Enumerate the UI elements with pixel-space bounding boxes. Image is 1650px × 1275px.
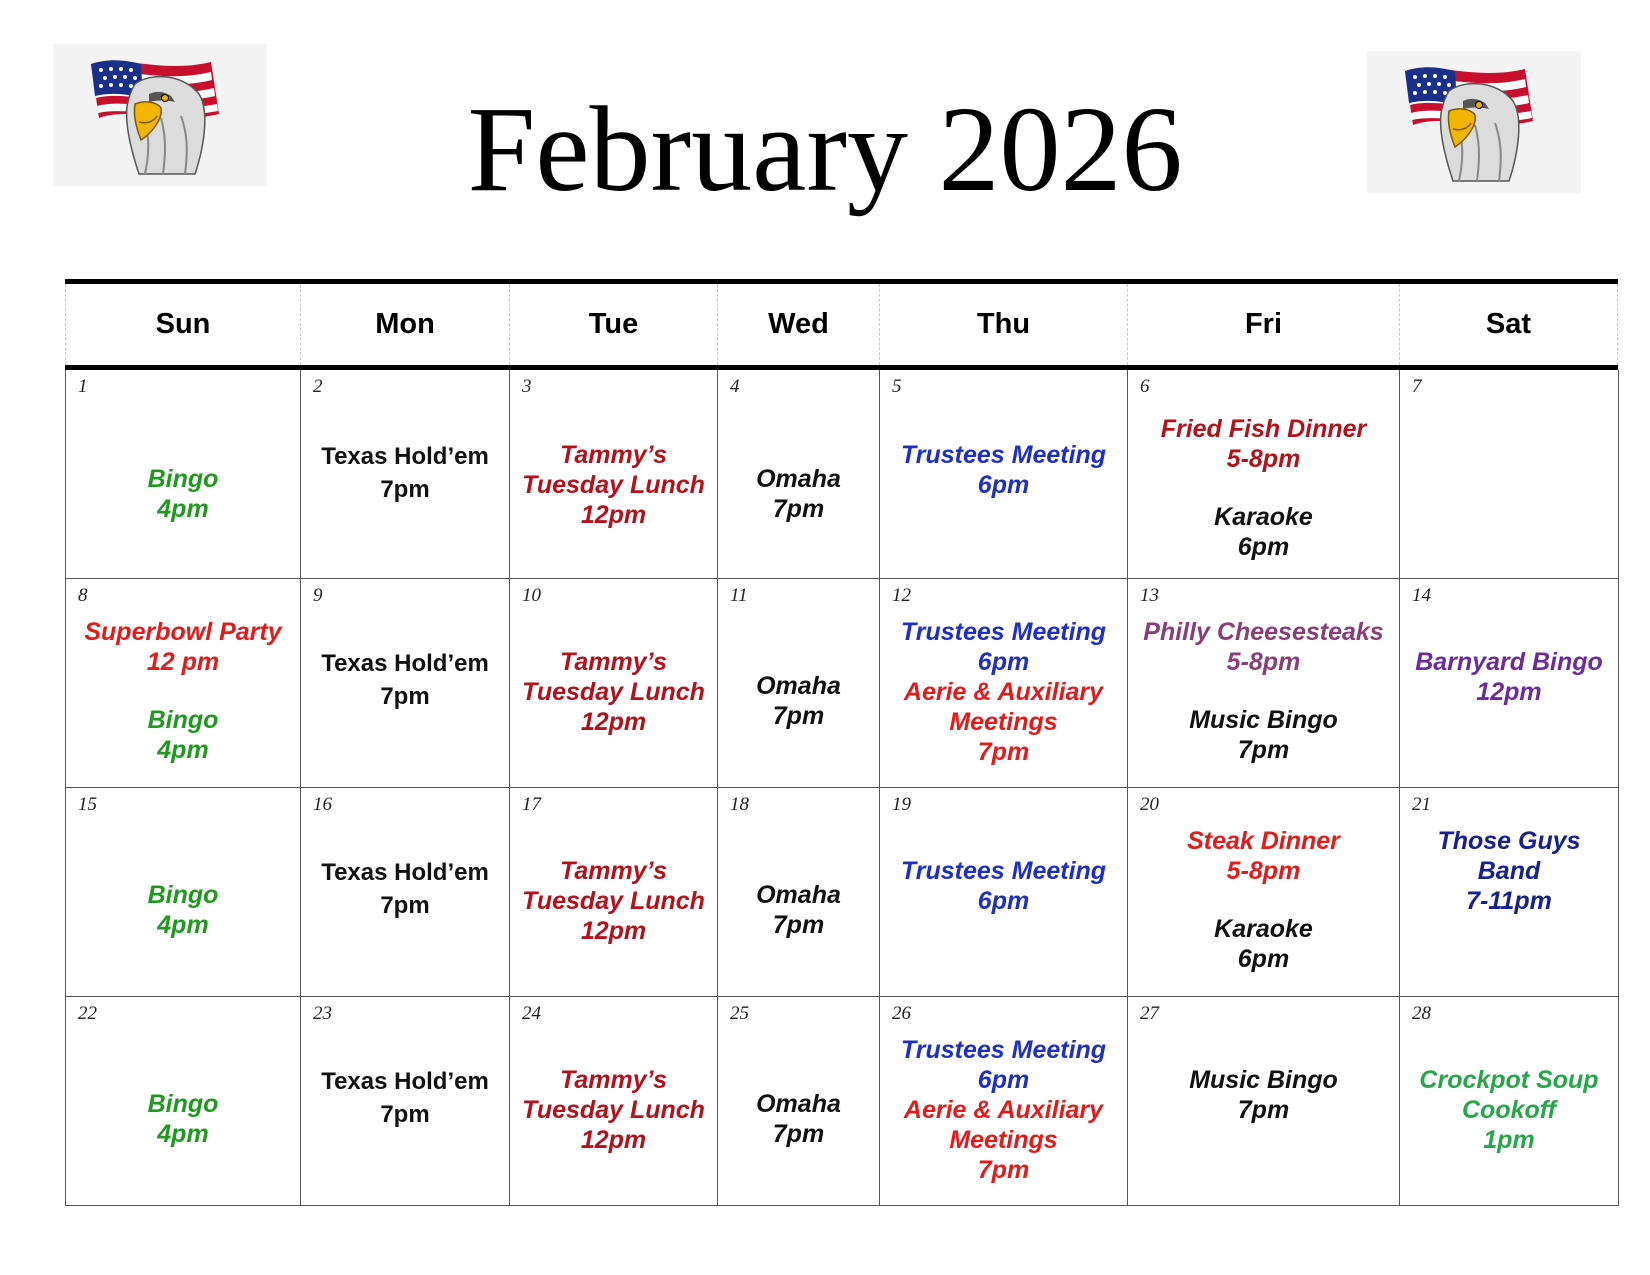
- day-events: [718, 1021, 879, 1205]
- day-cell: [301, 997, 510, 1206]
- calendar-event: [901, 1035, 1106, 1095]
- event-line: 5-8pm: [1226, 648, 1301, 676]
- day-number: 2: [313, 376, 323, 397]
- day-events: [1400, 812, 1618, 996]
- event-line: 7pm: [977, 738, 1030, 766]
- event-line: 12pm: [580, 501, 647, 529]
- event-line: 7pm: [772, 1120, 825, 1148]
- day-cell: [718, 788, 880, 997]
- calendar-event: [522, 1065, 705, 1155]
- calendar-event: [522, 647, 705, 737]
- event-line: 5-8pm: [1226, 445, 1301, 473]
- day-number: 13: [1140, 585, 1159, 606]
- day-cell: [718, 997, 880, 1206]
- calendar-event: [756, 1089, 841, 1149]
- calendar-event: [84, 617, 281, 677]
- day-events: [66, 394, 300, 578]
- day-cell: [880, 788, 1128, 997]
- weekday-header-thu: Thu: [879, 284, 1127, 365]
- event-line: 6pm: [977, 648, 1030, 676]
- day-events: [1400, 603, 1618, 787]
- event-line: 7pm: [772, 702, 825, 730]
- calendar-event: [1437, 826, 1580, 916]
- event-line: Philly Cheesesteaks: [1143, 618, 1384, 646]
- event-line: Karaoke: [1214, 915, 1313, 943]
- event-line: 6pm: [1237, 533, 1290, 561]
- day-cell: [66, 579, 301, 788]
- day-events: [510, 812, 717, 996]
- event-line: Tuesday Lunch: [522, 678, 705, 706]
- event-line: Meetings: [949, 1126, 1058, 1154]
- event-line: 7pm: [380, 476, 430, 503]
- weekday-header-fri: Fri: [1127, 284, 1399, 365]
- event-line: Bingo: [147, 881, 219, 909]
- day-number: 10: [522, 585, 541, 606]
- event-line: Omaha: [756, 465, 841, 493]
- event-line: 12 pm: [146, 648, 220, 676]
- event-line: Tuesday Lunch: [522, 471, 705, 499]
- calendar-event: [321, 647, 489, 713]
- day-number: 7: [1412, 376, 1422, 397]
- event-line: Aerie & Auxiliary: [903, 1096, 1104, 1124]
- event-line: 6pm: [977, 887, 1030, 915]
- day-events: [66, 603, 300, 787]
- calendar-event: [321, 1065, 489, 1131]
- day-number: 26: [892, 1003, 911, 1024]
- day-number: 14: [1412, 585, 1431, 606]
- event-line: Tammy’s: [559, 857, 667, 885]
- calendar-event: [1415, 647, 1603, 707]
- event-line: Trustees Meeting: [900, 857, 1107, 885]
- calendar-grid: [65, 370, 1618, 1206]
- calendar-event: [1214, 914, 1313, 974]
- day-events: [1400, 1021, 1618, 1205]
- calendar-event: [148, 880, 219, 940]
- day-events: [1128, 1021, 1399, 1205]
- event-line: Tammy’s: [559, 441, 667, 469]
- calendar-event: [321, 440, 489, 506]
- event-line: 6pm: [977, 1066, 1030, 1094]
- event-line: Trustees Meeting: [900, 1036, 1107, 1064]
- day-number: 25: [730, 1003, 749, 1024]
- calendar-event: [1189, 1065, 1338, 1125]
- day-cell: [880, 997, 1128, 1206]
- event-line: 4pm: [157, 736, 209, 764]
- event-line: 4pm: [157, 1120, 209, 1148]
- day-cell: [510, 579, 718, 788]
- event-line: Texas Hold’em: [321, 443, 489, 470]
- day-events: [301, 603, 509, 787]
- event-line: 4pm: [157, 911, 209, 939]
- day-events: [1128, 394, 1399, 578]
- calendar-event: [522, 440, 705, 530]
- event-line: Trustees Meeting: [900, 618, 1107, 646]
- day-cell: [1400, 579, 1619, 788]
- day-number: 9: [313, 585, 323, 606]
- day-number: 12: [892, 585, 911, 606]
- event-line: 6pm: [1237, 945, 1290, 973]
- calendar-event: [904, 1095, 1103, 1185]
- event-line: Barnyard Bingo: [1415, 648, 1603, 676]
- event-line: Bingo: [147, 1090, 219, 1118]
- event-line: Tammy’s: [559, 648, 667, 676]
- event-line: Music Bingo: [1189, 1066, 1338, 1094]
- day-events: [66, 812, 300, 996]
- day-number: 28: [1412, 1003, 1431, 1024]
- calendar: [65, 279, 1618, 1206]
- calendar-event: [901, 440, 1106, 500]
- calendar-event: [756, 464, 841, 524]
- event-line: 7pm: [772, 911, 825, 939]
- event-line: Tuesday Lunch: [522, 1096, 705, 1124]
- day-number: 24: [522, 1003, 541, 1024]
- event-line: 7pm: [1237, 736, 1290, 764]
- event-line: 7pm: [977, 1156, 1030, 1184]
- day-events: [718, 812, 879, 996]
- day-number: 17: [522, 794, 541, 815]
- day-cell: [1128, 997, 1400, 1206]
- day-number: 15: [78, 794, 97, 815]
- weekday-header-sat: Sat: [1399, 284, 1618, 365]
- day-events: [301, 1021, 509, 1205]
- event-line: 7pm: [380, 683, 430, 710]
- day-cell: [66, 370, 301, 579]
- day-events: [510, 603, 717, 787]
- day-number: 4: [730, 376, 740, 397]
- day-number: 18: [730, 794, 749, 815]
- calendar-event: [901, 617, 1106, 677]
- calendar-event: [522, 856, 705, 946]
- day-cell: [301, 788, 510, 997]
- day-events: [718, 394, 879, 578]
- event-line: 12pm: [580, 708, 647, 736]
- event-line: 12pm: [1476, 678, 1542, 706]
- day-number: 23: [313, 1003, 332, 1024]
- event-line: 12pm: [580, 917, 647, 945]
- day-number: 3: [522, 376, 532, 397]
- day-cell: [66, 997, 301, 1206]
- weekday-header-sun: Sun: [65, 284, 300, 365]
- day-cell: [1400, 370, 1619, 579]
- day-number: 21: [1412, 794, 1431, 815]
- day-number: 6: [1140, 376, 1150, 397]
- day-events: [880, 394, 1127, 578]
- event-line: 7pm: [1237, 1096, 1290, 1124]
- day-cell: [66, 788, 301, 997]
- day-events: [66, 1021, 300, 1205]
- weekday-header-tue: Tue: [509, 284, 717, 365]
- calendar-event: [756, 880, 841, 940]
- day-number: 19: [892, 794, 911, 815]
- calendar-event: [1214, 502, 1313, 562]
- day-events: [510, 1021, 717, 1205]
- calendar-event: [148, 1089, 219, 1149]
- event-line: Bingo: [147, 465, 219, 493]
- calendar-event: [148, 464, 219, 524]
- calendar-event: [1161, 414, 1367, 474]
- event-line: Those Guys: [1437, 827, 1581, 855]
- day-number: 16: [313, 794, 332, 815]
- event-line: 7pm: [380, 892, 430, 919]
- day-number: 5: [892, 376, 902, 397]
- day-number: 8: [78, 585, 88, 606]
- day-cell: [1128, 579, 1400, 788]
- calendar-event: [1187, 826, 1340, 886]
- day-cell: [718, 579, 880, 788]
- calendar-event: [901, 856, 1106, 916]
- event-line: Texas Hold’em: [321, 650, 489, 677]
- event-line: Steak Dinner: [1187, 827, 1340, 855]
- event-line: 4pm: [157, 495, 209, 523]
- calendar-event: [904, 677, 1103, 767]
- day-cell: [301, 579, 510, 788]
- calendar-event: [756, 671, 841, 731]
- event-line: Music Bingo: [1189, 706, 1338, 734]
- weekday-header-row: [65, 284, 1618, 365]
- event-line: Omaha: [756, 1090, 841, 1118]
- event-line: 7pm: [380, 1101, 430, 1128]
- calendar-event: [148, 705, 219, 765]
- event-line: Band: [1477, 857, 1541, 885]
- day-events: [880, 603, 1127, 787]
- event-line: Superbowl Party: [84, 618, 282, 646]
- day-events: [301, 812, 509, 996]
- page-title: February 2026: [467, 82, 1183, 217]
- day-number: 27: [1140, 1003, 1159, 1024]
- day-cell: [1128, 370, 1400, 579]
- day-cell: [510, 370, 718, 579]
- day-cell: [880, 370, 1128, 579]
- calendar-event: [1189, 705, 1338, 765]
- day-cell: [1128, 788, 1400, 997]
- event-line: Crockpot Soup: [1419, 1066, 1599, 1094]
- weekday-header-wed: Wed: [717, 284, 879, 365]
- event-line: Cookoff: [1462, 1096, 1556, 1124]
- day-events: [880, 812, 1127, 996]
- day-number: 1: [78, 376, 88, 397]
- day-cell: [510, 997, 718, 1206]
- event-line: Trustees Meeting: [900, 441, 1107, 469]
- day-cell: [1400, 788, 1619, 997]
- event-line: Texas Hold’em: [321, 859, 489, 886]
- day-events: [301, 394, 509, 578]
- event-line: Tuesday Lunch: [522, 887, 705, 915]
- event-line: 1pm: [1483, 1126, 1535, 1154]
- event-line: Tammy’s: [559, 1066, 667, 1094]
- event-line: 6pm: [977, 471, 1030, 499]
- day-cell: [880, 579, 1128, 788]
- calendar-event: [321, 856, 489, 922]
- day-events: [880, 1021, 1127, 1205]
- day-events: [1400, 394, 1618, 578]
- event-line: 12pm: [580, 1126, 647, 1154]
- event-line: Meetings: [949, 708, 1058, 736]
- weekday-header-mon: Mon: [300, 284, 509, 365]
- event-line: 7pm: [772, 495, 825, 523]
- event-line: Bingo: [147, 706, 219, 734]
- calendar-event: [1419, 1065, 1598, 1155]
- day-cell: [301, 370, 510, 579]
- day-events: [718, 603, 879, 787]
- day-events: [510, 394, 717, 578]
- day-number: 22: [78, 1003, 97, 1024]
- day-cell: [510, 788, 718, 997]
- day-events: [1128, 603, 1399, 787]
- day-cell: [1400, 997, 1619, 1206]
- day-number: 20: [1140, 794, 1159, 815]
- day-cell: [718, 370, 880, 579]
- event-line: Omaha: [756, 881, 841, 909]
- event-line: Texas Hold’em: [321, 1068, 489, 1095]
- event-line: Omaha: [756, 672, 841, 700]
- calendar-event: [1143, 617, 1383, 677]
- day-number: 11: [730, 585, 748, 606]
- event-line: Fried Fish Dinner: [1160, 415, 1367, 443]
- event-line: Karaoke: [1214, 503, 1313, 531]
- event-line: 5-8pm: [1226, 857, 1301, 885]
- event-line: 7-11pm: [1466, 887, 1552, 915]
- day-events: [1128, 812, 1399, 996]
- event-line: Aerie & Auxiliary: [903, 678, 1104, 706]
